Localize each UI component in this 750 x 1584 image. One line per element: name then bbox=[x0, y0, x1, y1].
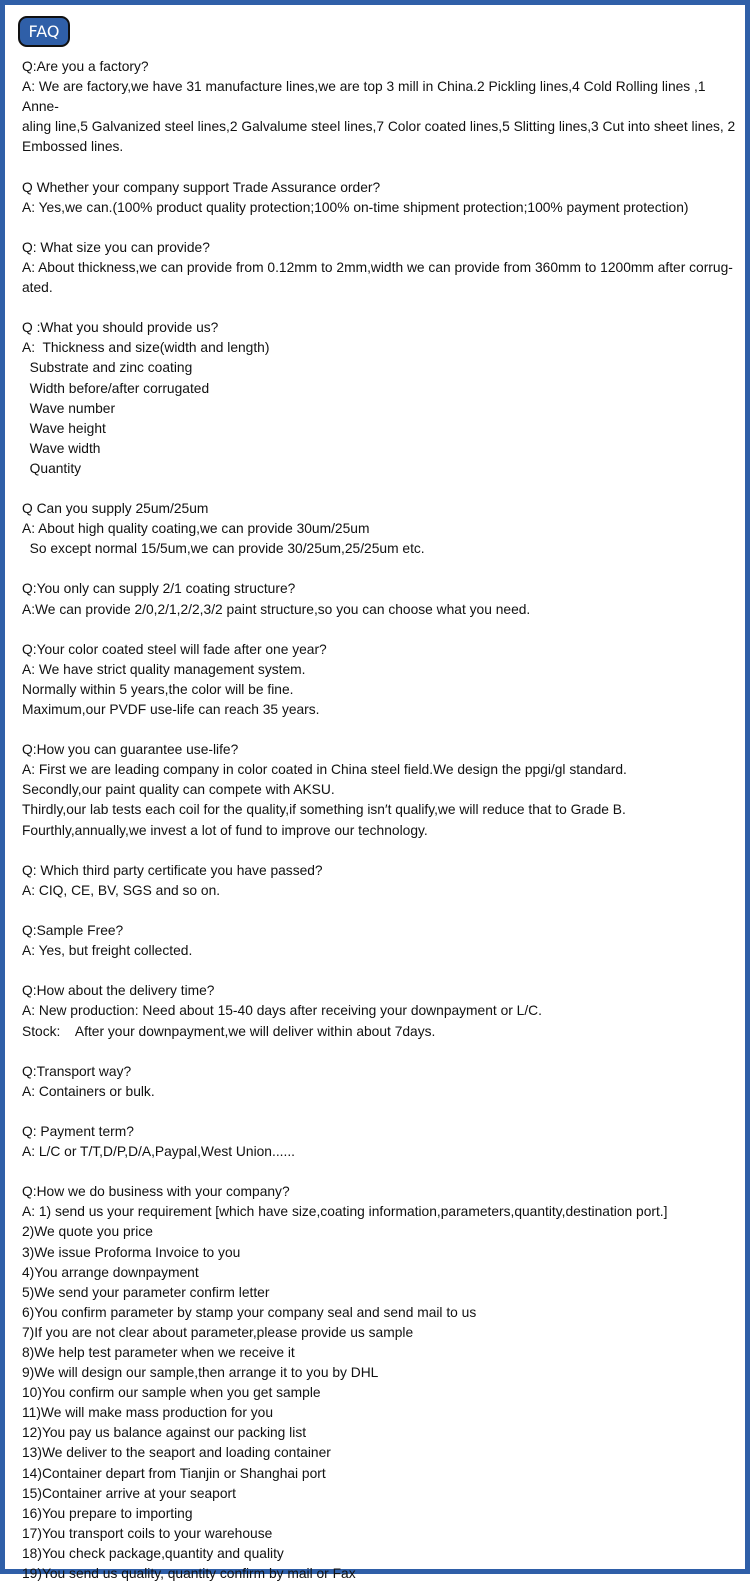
faq-text-line: 16)You prepare to importing bbox=[22, 1505, 193, 1521]
faq-question: Q:Your color coated steel will fade after one year? bbox=[22, 641, 327, 657]
faq-answer: A: 1) send us your requirement [which have size,coating information,parameters,quantity,destination port.] bbox=[22, 1204, 668, 1220]
faq-answer: A: CIQ, CE, BV, SGS and so on. bbox=[22, 882, 221, 898]
faq-answer: A: About thickness,we can provide from 0.12mm to 2mm,width we can provide from 360mm to 1200mm after corrug- bbox=[22, 259, 733, 275]
faq-answer: A: First we are leading company in color coated in China steel field.We design the ppgi/gl standard. bbox=[22, 762, 627, 778]
blank-line bbox=[22, 961, 742, 981]
faq-question: Q :What you should provide us? bbox=[22, 320, 219, 336]
faq-text-line: 10)You confirm our sample when you get sample bbox=[22, 1385, 321, 1401]
blank-line bbox=[22, 298, 742, 318]
faq-question: Q: Payment term? bbox=[22, 1123, 134, 1139]
faq-text-line: Fourthly,annually,we invest a lot of fund to improve our technology. bbox=[22, 822, 428, 838]
faq-answer: A: Thickness and size(width and length) bbox=[22, 340, 270, 356]
faq-text-line: 17)You transport coils to your warehouse bbox=[22, 1525, 273, 1541]
faq-question: Q:Are you a factory? bbox=[22, 59, 149, 74]
faq-answer: A: New production: Need about 15-40 days after receiving your downpayment or L/C. bbox=[22, 1003, 542, 1019]
faq-question: Q Can you supply 25um/25um bbox=[22, 501, 209, 517]
blank-line bbox=[22, 1102, 742, 1122]
faq-question: Q:Transport way? bbox=[22, 1063, 132, 1079]
faq-answer: A: Yes, but freight collected. bbox=[22, 943, 193, 959]
faq-question: Q:Sample Free? bbox=[22, 923, 124, 939]
faq-question: Q:You only can supply 2/1 coating structure? bbox=[22, 581, 296, 597]
faq-text-line: Substrate and zinc coating bbox=[22, 360, 193, 376]
faq-text-line: 15)Container arrive at your seaport bbox=[22, 1485, 236, 1501]
faq-answer: A: Containers or bulk. bbox=[22, 1083, 155, 1099]
faq-text-line: Wave number bbox=[22, 400, 116, 416]
faq-question: Q:How you can guarantee use-life? bbox=[22, 742, 239, 758]
faq-text-line: 4)You arrange downpayment bbox=[22, 1264, 199, 1280]
faq-text-line: 8)We help test parameter when we receive it bbox=[22, 1345, 295, 1360]
faq-text-line: Embossed lines. bbox=[22, 139, 124, 155]
faq-badge: FAQ bbox=[18, 16, 70, 47]
faq-text-line: 6)You confirm parameter by stamp your company seal and send mail to us bbox=[22, 1304, 477, 1320]
faq-answer: A: L/C or T/T,D/P,D/A,Paypal,West Union...... bbox=[22, 1144, 295, 1160]
blank-line bbox=[22, 1042, 742, 1062]
faq-text-line: 14)Container depart from Tianjin or Shanghai port bbox=[22, 1465, 326, 1481]
faq-question: Q Whether your company support Trade Assurance order? bbox=[22, 179, 381, 195]
faq-text-line: Normally within 5 years,the color will be fine. bbox=[22, 681, 294, 697]
faq-answer: A: We have strict quality management system. bbox=[22, 661, 306, 677]
blank-line bbox=[22, 559, 742, 579]
faq-content bbox=[22, 57, 742, 1584]
blank-line bbox=[22, 1162, 742, 1182]
faq-question: Q:How we do business with your company? bbox=[22, 1184, 290, 1200]
blank-line bbox=[22, 720, 742, 740]
faq-text-line: So except normal 15/5um,we can provide 30/25um,25/25um etc. bbox=[22, 541, 425, 557]
faq-question: Q: What size you can provide? bbox=[22, 239, 210, 255]
blank-line bbox=[22, 620, 742, 640]
faq-text-line: Wave width bbox=[22, 440, 101, 456]
blank-line bbox=[22, 157, 742, 177]
faq-answer: A:We can provide 2/0,2/1,2/2,3/2 paint structure,so you can choose what you need. bbox=[22, 601, 531, 617]
faq-question: Q:How about the delivery time? bbox=[22, 983, 215, 999]
faq-text-line: Secondly,our paint quality can compete with AKSU. bbox=[22, 782, 335, 798]
faq-text-line: 9)We will design our sample,then arrange it to you by DHL bbox=[22, 1365, 379, 1381]
faq-text-line: Width before/after corrugated bbox=[22, 380, 210, 396]
faq-text-line: ated. bbox=[22, 280, 53, 296]
faq-answer: A: We are factory,we have 31 manufacture lines,we are top 3 mill in China.2 Pickling lines,4 Cold Rolling lines ,1 Anne- bbox=[22, 79, 709, 115]
faq-answer: A: Yes,we can.(100% product quality protection;100% on-time shipment protection;100% payment protection) bbox=[22, 199, 689, 215]
blank-line bbox=[22, 479, 742, 499]
faq-text-line: 19)You send us quality, quantity confirm by mail or Fax bbox=[22, 1566, 356, 1582]
faq-text-line: 7)If you are not clear about parameter,please provide us sample bbox=[22, 1324, 414, 1340]
faq-question: Q: Which third party certificate you have passed? bbox=[22, 862, 323, 878]
faq-text-line: 12)You pay us balance against our packing list bbox=[22, 1425, 307, 1441]
faq-text-line: 2)We quote you price bbox=[22, 1224, 153, 1240]
faq-text-line: Wave height bbox=[22, 420, 106, 436]
faq-text-line: 13)We deliver to the seaport and loading container bbox=[22, 1445, 331, 1461]
faq-text-line: 3)We issue Proforma Invoice to you bbox=[22, 1244, 241, 1260]
blank-line bbox=[22, 901, 742, 921]
faq-text-line: 11)We will make mass production for you bbox=[22, 1405, 273, 1421]
faq-text-line: 5)We send your parameter confirm letter bbox=[22, 1284, 270, 1300]
faq-text-line: Maximum,our PVDF use-life can reach 35 years. bbox=[22, 702, 320, 717]
faq-answer: A: About high quality coating,we can provide 30um/25um bbox=[22, 521, 370, 537]
blank-line bbox=[22, 218, 742, 238]
faq-text-line: aling line,5 Galvanized steel lines,2 Galvalume steel lines,7 Color coated lines,5 Slitting lines,3 Cut into sheet lines, 2 bbox=[22, 119, 736, 135]
faq-text-line: Quantity bbox=[22, 460, 82, 476]
faq-text-line: Stock: After your downpayment,we will deliver within about 7days. bbox=[22, 1023, 436, 1039]
blank-line bbox=[22, 841, 742, 861]
faq-text-line: Thirdly,our lab tests each coil for the quality,if something isn′t qualify,we will reduce that to Grade B. bbox=[22, 802, 626, 818]
faq-text-line: 18)You check package,quantity and quality bbox=[22, 1545, 284, 1561]
